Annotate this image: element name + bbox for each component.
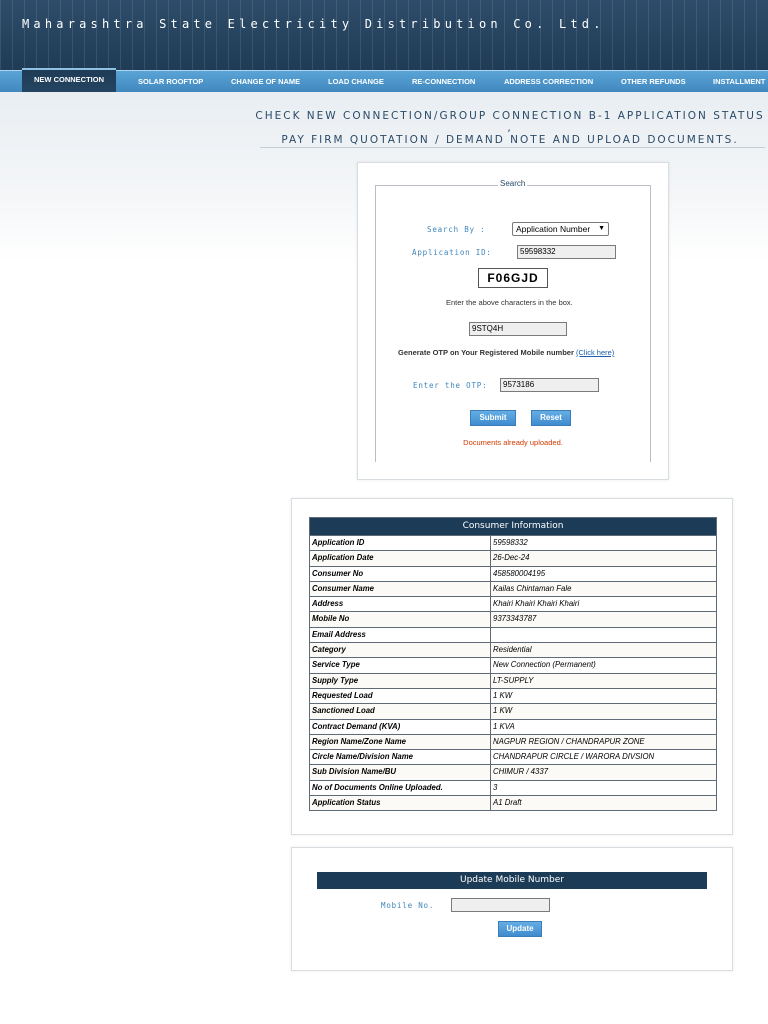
row-label: Mobile No (310, 612, 491, 626)
table-row (310, 550, 716, 565)
search-legend: Search (500, 179, 526, 188)
table-row (310, 566, 716, 581)
captcha-instruction: Enter the above characters in the box. (446, 298, 573, 307)
nav-other-refunds[interactable]: OTHER REFUNDS (621, 77, 686, 86)
row-label: Email Address (310, 628, 491, 642)
row-value: 9373343787 (493, 614, 537, 624)
row-label: Consumer No (310, 567, 491, 581)
update-mobile-panel (291, 847, 733, 971)
table-row (310, 780, 716, 795)
row-label: Category (310, 643, 491, 657)
application-id-input[interactable]: 59598332 (517, 245, 616, 259)
table-row (310, 764, 716, 779)
consumer-info-rows (310, 535, 716, 810)
site-header (0, 0, 768, 70)
nav-address-correction[interactable]: ADDRESS CORRECTION (504, 77, 594, 86)
nav-change-of-name[interactable]: CHANGE OF NAME (231, 77, 301, 86)
heading-divider (260, 147, 765, 148)
search-fieldset (375, 179, 651, 462)
search-by-select[interactable] (512, 222, 609, 236)
table-row (310, 795, 716, 810)
captcha-image: F06GJD (478, 268, 548, 288)
captcha-input[interactable]: 9STQ4H (469, 322, 567, 336)
row-label: No of Documents Online Uploaded. (310, 781, 491, 795)
row-label: Address (310, 597, 491, 611)
consumer-info-table (309, 517, 717, 811)
page-heading-line2: PAY FIRM QUOTATION / DEMAND NOTE AND UPLOAD DOCUMENTS. (281, 134, 739, 146)
row-value: A1 Draft (493, 798, 522, 808)
search-panel (357, 162, 669, 480)
site-title: Maharashtra State Electricity Distribution Co. Ltd. (22, 17, 605, 31)
row-label: Sanctioned Load (310, 704, 491, 718)
row-label: Application Status (310, 796, 491, 810)
row-label: Service Type (310, 658, 491, 672)
row-label: Consumer Name (310, 582, 491, 596)
table-row (310, 596, 716, 611)
search-by-label: Search By : (427, 225, 486, 234)
row-label: Supply Type (310, 674, 491, 688)
row-value: New Connection (Permanent) (493, 660, 596, 670)
row-label: Application ID (310, 536, 491, 550)
table-row (310, 688, 716, 703)
generate-otp-link[interactable]: (Click here) (575, 348, 615, 357)
nav-installment[interactable]: INSTALLMENT (713, 77, 766, 86)
nav-solar-rooftop[interactable]: SOLAR ROOFTOP (138, 77, 204, 86)
row-value: 1 KVA (493, 721, 515, 731)
row-label: Application Date (310, 551, 491, 565)
table-row (310, 673, 716, 688)
search-by-value: Application Number (516, 224, 591, 234)
table-row (310, 734, 716, 749)
chevron-down-icon: ▼ (598, 225, 605, 232)
otp-input[interactable]: 9573186 (500, 378, 599, 392)
table-row (310, 611, 716, 626)
status-message: Documents already uploaded. (463, 438, 563, 447)
page-heading-line1: CHECK NEW CONNECTION/GROUP CONNECTION B-1 APPLICATION STATUS , (255, 110, 765, 134)
row-label: Circle Name/Division Name (310, 750, 491, 764)
row-label: Contract Demand (KVA) (310, 720, 491, 734)
otp-prompt (398, 348, 614, 357)
row-value: CHANDRAPUR CIRCLE / WARORA DIVSION (493, 752, 655, 762)
row-value (491, 628, 716, 642)
row-value: Khairi Khairi Khairi Khairi (493, 599, 580, 609)
row-value: 3 (493, 782, 498, 792)
nav-load-change[interactable]: LOAD CHANGE (328, 77, 384, 86)
row-value: LT-SUPPLY (493, 675, 534, 685)
consumer-info-panel (291, 498, 733, 835)
row-value: 458580004195 (493, 568, 546, 578)
row-value: NAGPUR REGION / CHANDRAPUR ZONE (493, 736, 645, 746)
row-label: Sub Division Name/BU (310, 765, 491, 779)
update-button[interactable]: Update (498, 921, 542, 937)
row-value: 1 KW (493, 706, 513, 716)
consumer-info-caption: Consumer Information (310, 518, 716, 535)
page-heading (255, 110, 765, 146)
row-value: Kailas Chintaman Fale (493, 583, 572, 593)
table-row (310, 642, 716, 657)
row-label: Requested Load (310, 689, 491, 703)
table-row (310, 703, 716, 718)
row-label: Region Name/Zone Name (310, 735, 491, 749)
table-row (310, 657, 716, 672)
otp-prompt-text: Generate OTP on Your Registered Mobile number (398, 348, 574, 357)
main-nav (0, 70, 768, 93)
application-id-label: Application ID: (412, 248, 492, 257)
update-mobile-header: Update Mobile Number (317, 872, 707, 889)
mobile-no-label: Mobile No. (381, 901, 435, 910)
otp-label: Enter the OTP: (413, 381, 488, 390)
table-row (310, 535, 716, 550)
nav-new-connection[interactable]: NEW CONNECTION (22, 68, 116, 94)
row-value: 59598332 (493, 538, 528, 547)
table-row (310, 749, 716, 764)
table-row (310, 719, 716, 734)
reset-button[interactable]: Reset (531, 410, 571, 426)
table-row (310, 581, 716, 596)
mobile-no-input[interactable] (451, 898, 550, 912)
submit-button[interactable]: Submit (470, 410, 516, 426)
nav-re-connection[interactable]: RE-CONNECTION (412, 77, 476, 86)
row-value: 1 KW (493, 690, 513, 700)
row-value: 26-Dec-24 (493, 553, 530, 563)
table-row (310, 627, 716, 642)
row-value: Residential (493, 645, 532, 655)
row-value: CHIMUR / 4337 (493, 767, 549, 777)
